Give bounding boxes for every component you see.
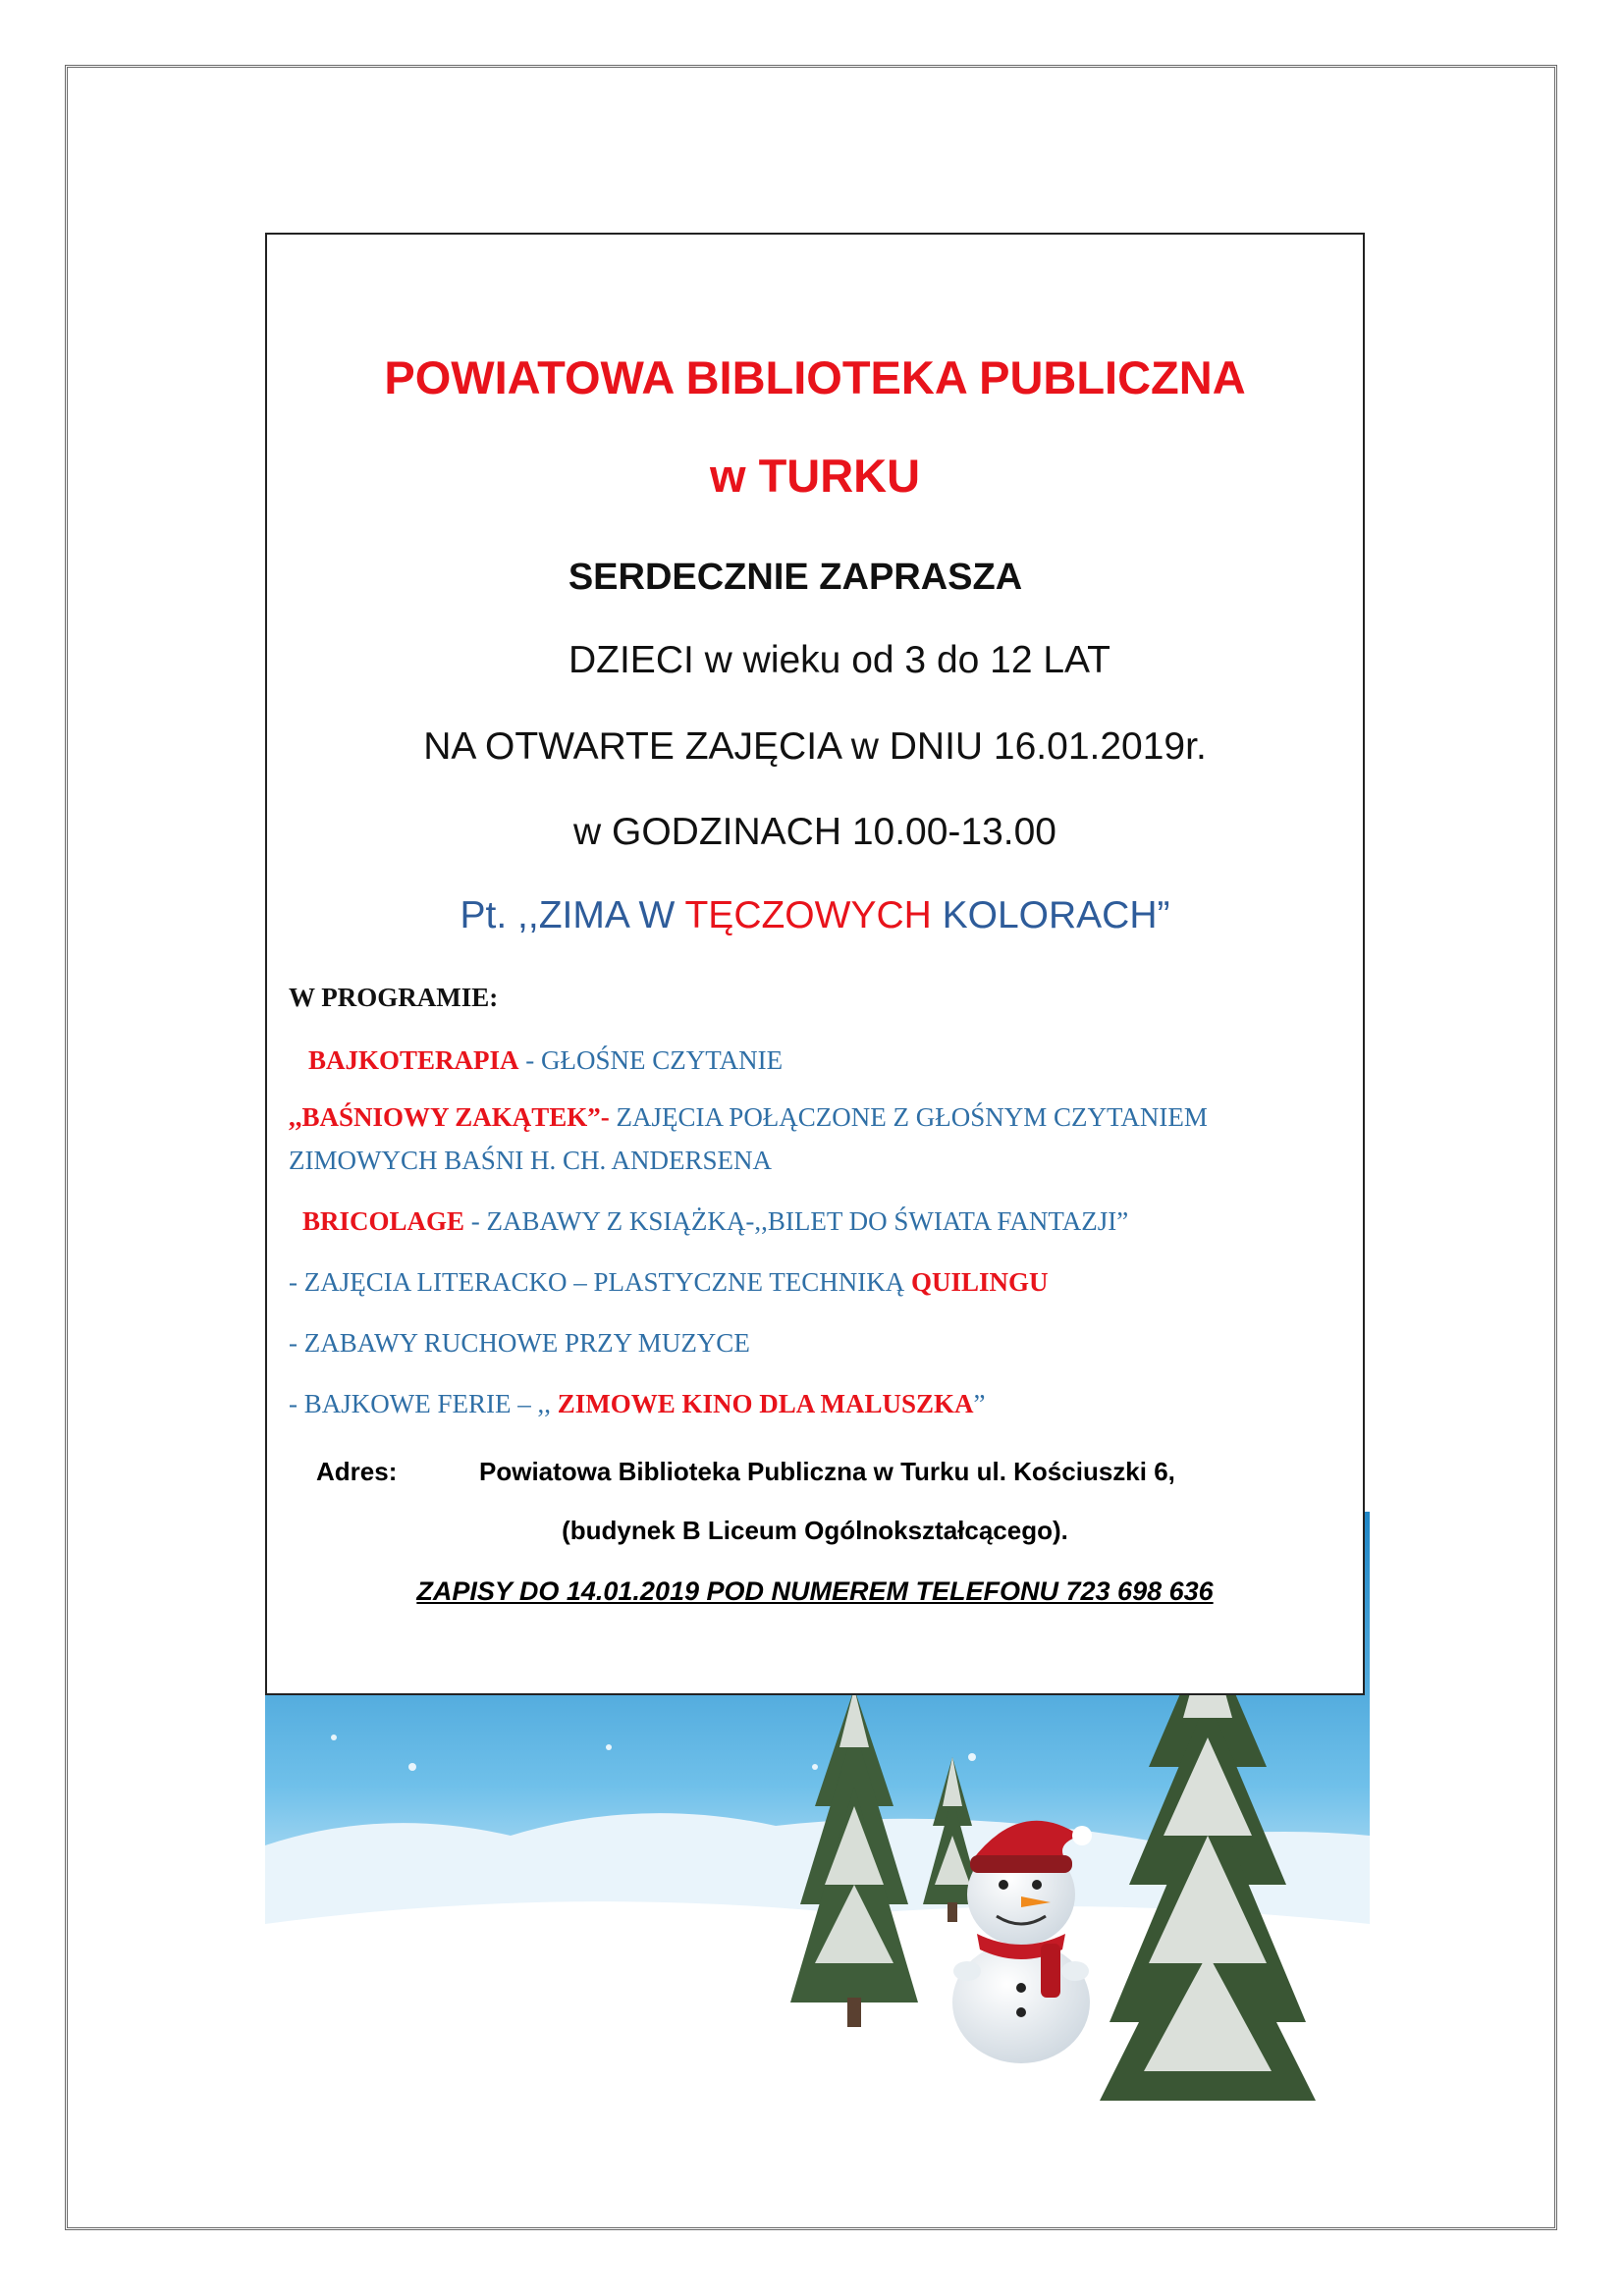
invite-heading: SERDECZNIE ZAPRASZA: [568, 557, 1023, 598]
program-item-basniowy-zakatek-cont: ZIMOWYCH BAŚNI H. CH. ANDERSENA: [289, 1146, 773, 1175]
audience-line: DZIECI w wieku od 3 do 12 LAT: [568, 639, 1111, 681]
event-date-line: NA OTWARTE ZAJĘCIA w DNIU 16.01.2019r.: [423, 725, 1207, 768]
theme-highlight: TĘCZOWYCH: [684, 894, 932, 936]
event-theme: [267, 894, 1363, 937]
program-item-kino: - BAJKOWE FERIE – ,, ZIMOWE KINO DLA MALUSZKA”: [289, 1389, 986, 1418]
program-item-quilling: - ZAJĘCIA LITERACKO – PLASTYCZNE TECHNIKĄ QUILINGU: [289, 1267, 1049, 1297]
theme-prefix: Pt. ,,ZIMA W: [460, 894, 685, 936]
library-name: POWIATOWA BIBLIOTEKA PUBLICZNA: [384, 351, 1246, 403]
event-hours-line: w GODZINACH 10.00-13.00: [572, 811, 1056, 853]
program-item-basniowy-zakatek: ,,BAŚNIOWY ZAKĄTEK”- ZAJĘCIA POŁĄCZONE Z GŁOŚNYM CZYTANIEM: [289, 1102, 1208, 1132]
address-label: Adres:: [316, 1457, 398, 1486]
address-line2: (budynek B Liceum Ogólnokształcącego).: [562, 1516, 1068, 1545]
theme-suffix: KOLORACH”: [931, 894, 1170, 936]
address-line1: Powiatowa Biblioteka Publiczna w Turku ul. Kościuszki 6,: [479, 1457, 1175, 1486]
program-item-bajkoterapia: BAJKOTERAPIA - GŁOŚNE CZYTANIE: [308, 1045, 784, 1075]
signup-info: ZAPISY DO 14.01.2019 POD NUMEREM TELEFONU 723 698 636: [416, 1576, 1214, 1606]
library-town: w TURKU: [709, 450, 921, 502]
program-item-zabawy-ruchowe: - ZABAWY RUCHOWE PRZY MUZYCE: [289, 1328, 750, 1358]
poster-panel: [265, 233, 1365, 1695]
program-item-bricolage: BRICOLAGE - ZABAWY Z KSIĄŻKĄ-,,BILET DO ŚWIATA FANTAZJI”: [302, 1206, 1129, 1236]
program-heading: W PROGRAMIE:: [289, 983, 499, 1012]
